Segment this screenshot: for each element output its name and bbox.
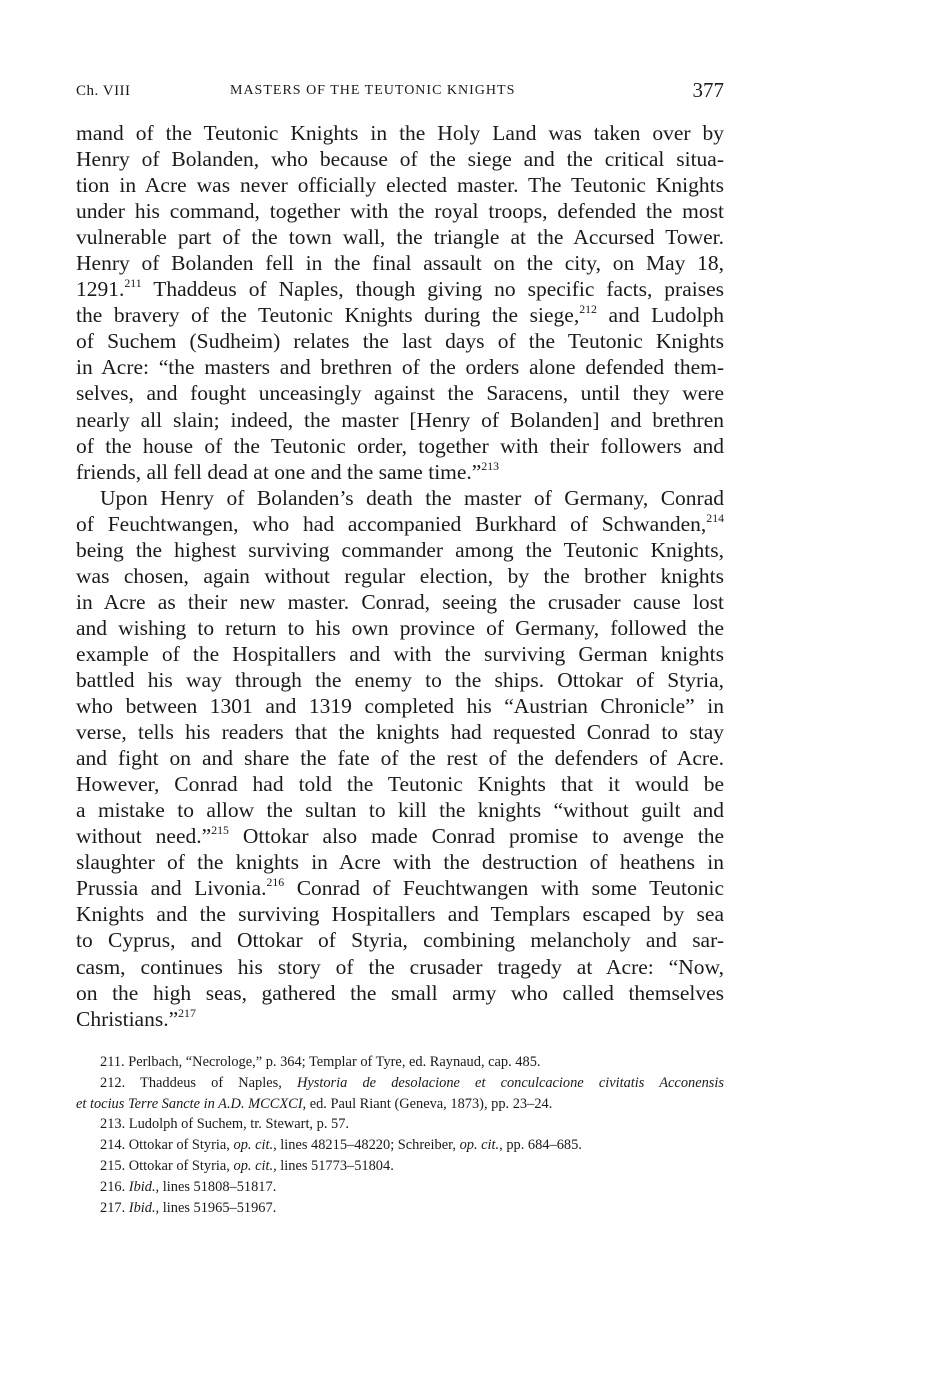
text-run: Thaddeus of Naples, though giving no specific facts, praises (141, 277, 724, 302)
footnote-ref-213: 213 (481, 458, 500, 473)
footnote-216 (76, 1177, 724, 1198)
footnote-title: et tocius Terre Sancte in A.D. MCCXCI, (76, 1095, 307, 1112)
text-line: and fight on and share the fate of the rest of the defenders of Acre. (76, 746, 724, 771)
text-line (76, 875, 724, 901)
text-line: a mistake to allow the sultan to kill the knights “without guilt and (76, 798, 724, 823)
footnote-213: 213. Ludolph of Suchem, tr. Stewart, p. 57. (100, 1116, 350, 1133)
footnote-text: 217. (100, 1199, 129, 1216)
text-line: in Acre as their new master. Conrad, seeing the crusader cause lost (76, 589, 724, 614)
footnote-215 (76, 1156, 724, 1177)
text-line: on the high seas, gathered the small army who called themselves (76, 980, 724, 1005)
text-line: verse, tells his readers that the knights had requested Conrad to stay (76, 720, 724, 745)
text-line (76, 1006, 724, 1032)
text-line: who between 1301 and 1319 completed his “Austrian Chronicle” in (76, 694, 724, 719)
text-line: mand of the Teutonic Knights in the Holy Land was taken over by (76, 121, 724, 145)
text-run: the bravery of the Teutonic Knights during the siege, (76, 303, 580, 328)
page-number: 377 (692, 78, 724, 102)
footnote-214 (76, 1135, 724, 1156)
footnote-text: 216. (100, 1178, 129, 1195)
chapter-label: Ch. VIII (76, 83, 131, 99)
text-line: was chosen, again without regular election, by the brother knights (76, 563, 724, 588)
text-run: Christians.” (76, 1006, 179, 1031)
footnote-text: lines 51965–51967. (159, 1199, 277, 1216)
text-line: of the house of the Teutonic order, together with their followers and (76, 433, 724, 458)
footnote-text: lines 48215–48220; Schreiber, (276, 1137, 460, 1154)
text-line: battled his way through the enemy to the ships. Ottokar of Styria, (76, 667, 724, 692)
footnote-abbrev: op. cit., (233, 1157, 277, 1174)
footnote-text: pp. 684–685. (502, 1137, 582, 1154)
text-line (76, 511, 724, 537)
footnote-text: lines 51808–51817. (159, 1178, 277, 1195)
text-line: However, Conrad had told the Teutonic Knights that it would be (76, 772, 724, 797)
text-line: under his command, together with the royal troops, defended the most (76, 199, 724, 224)
running-header (76, 78, 724, 108)
text-line: Henry of Bolanden fell in the final assault on the city, on May 18, (76, 251, 724, 276)
running-title: MASTERS OF THE TEUTONIC KNIGHTS (230, 83, 516, 98)
text-line: Knights and the surviving Hospitallers and Templars escaped by sea (76, 902, 724, 927)
text-line: and wishing to return to his own province of Germany, followed the (76, 615, 724, 640)
footnote-217 (76, 1198, 724, 1219)
text-run: without need.” (76, 824, 212, 849)
footnote-text: 212. Thaddeus of Naples, (100, 1074, 297, 1091)
text-line: casm, continues his story of the crusader tragedy at Acre: “Now, (76, 954, 724, 979)
text-line: example of the Hospitallers and with the surviving German knights (76, 641, 724, 666)
footnote-ref-217: 217 (178, 1005, 196, 1020)
footnote-ref-212: 212 (579, 302, 597, 317)
footnote-ref-211: 211 (124, 276, 142, 291)
footnote-text: ed. Paul Riant (Geneva, 1873), pp. 23–24. (306, 1095, 553, 1112)
text-line: vulnerable part of the town wall, the triangle at the Accursed Tower. (76, 225, 724, 250)
text-run: of Feuchtwangen, who had accompanied Burkhard of Schwanden, (76, 511, 707, 536)
footnote-abbrev: op. cit., (459, 1137, 503, 1154)
footnote-abbrev: Ibid., (128, 1178, 160, 1195)
text-line (76, 459, 724, 485)
text-run: Prussia and Livonia. (76, 876, 267, 901)
text-line: in Acre: “the masters and brethren of the orders alone defended them- (76, 355, 724, 380)
text-line: nearly all slain; indeed, the master [Henry of Bolanden] and brethren (76, 407, 724, 432)
footnote-ref-215: 215 (211, 823, 229, 838)
text-run: 1291. (76, 277, 125, 302)
footnotes (76, 1052, 724, 1218)
text-line: slaughter of the knights in Acre with the destruction of heathens in (76, 850, 724, 875)
footnote-212 (76, 1073, 724, 1094)
text-line (76, 823, 724, 849)
footnote-text: 215. Ottokar of Styria, (100, 1157, 234, 1174)
text-line: to Cyprus, and Ottokar of Styria, combining melancholy and sar- (76, 928, 724, 953)
text-line (76, 302, 724, 328)
footnote-text: lines 51773–51804. (276, 1157, 394, 1174)
footnote-text: 214. Ottokar of Styria, (100, 1137, 234, 1154)
text-line (76, 276, 724, 302)
footnote-211: 211. Perlbach, “Necrologe,” p. 364; Templar of Tyre, ed. Raynaud, cap. 485. (100, 1054, 541, 1070)
text-line: selves, and fought unceasingly against the Saracens, until they were (76, 381, 724, 406)
text-run: Conrad of Feuchtwangen with some Teutonic (284, 876, 724, 901)
footnote-abbrev: Ibid., (128, 1199, 160, 1216)
text-line: Henry of Bolanden, who because of the siege and the critical situa- (76, 147, 724, 172)
text-run: Ottokar also made Conrad promise to avenge the (228, 824, 725, 849)
footnote-ref-216: 216 (266, 875, 285, 890)
footnote-212-continued (76, 1094, 724, 1115)
footnote-title: Hystoria de desolacione et conculcacione civitatis Acconensis (296, 1074, 724, 1091)
text-run: friends, all fell dead at one and the same time.” (76, 459, 482, 484)
text-run: and Ludolph (596, 303, 724, 328)
text-line: Upon Henry of Bolanden’s death the master of Germany, Conrad (100, 485, 724, 510)
footnote-ref-214: 214 (706, 510, 724, 525)
text-line: being the highest surviving commander among the Teutonic Knights, (76, 537, 724, 562)
main-text (76, 120, 724, 1032)
text-line: tion in Acre was never officially elected master. The Teutonic Knights (76, 173, 724, 198)
footnote-abbrev: op. cit., (233, 1137, 277, 1154)
text-line: of Suchem (Sudheim) relates the last days of the Teutonic Knights (76, 329, 724, 354)
